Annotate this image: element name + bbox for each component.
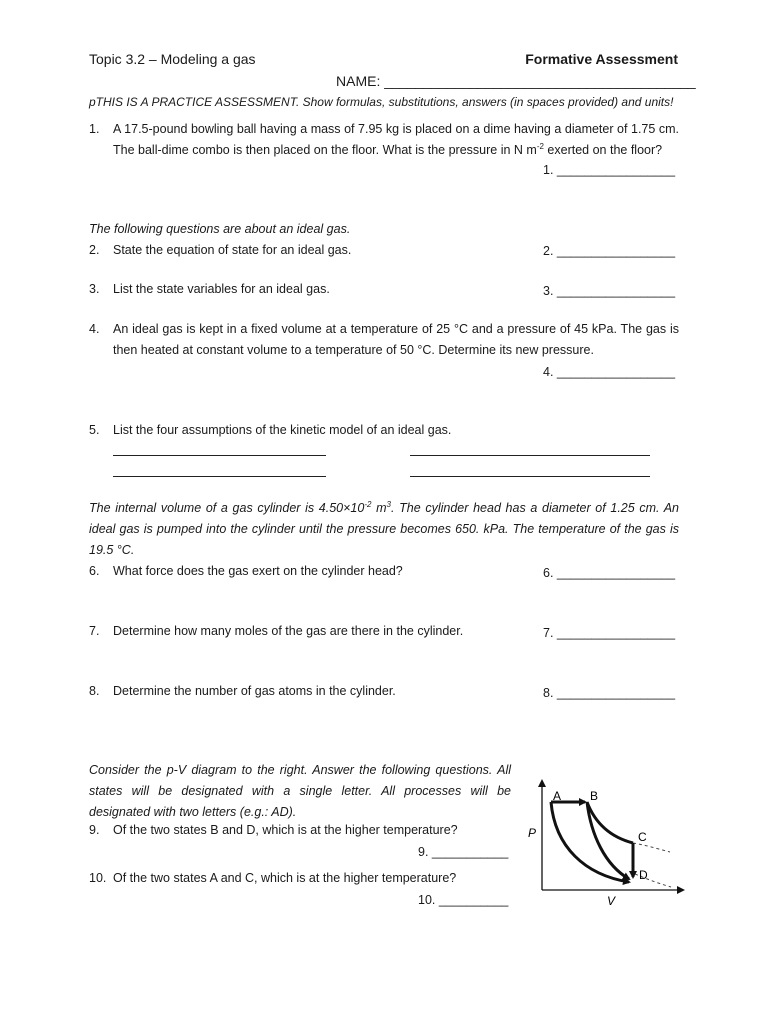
question-text: Determine how many moles of the gas are there in the cylinder. xyxy=(113,624,464,638)
question-number: 2. xyxy=(89,243,100,257)
intro-text: m xyxy=(371,501,387,515)
assumption-blank-1[interactable] xyxy=(113,455,326,456)
superscript: -2 xyxy=(364,499,372,509)
pv-diagram xyxy=(525,775,685,910)
question-text: List the four assumptions of the kinetic model of an ideal gas. xyxy=(113,423,452,437)
answer-blank-6[interactable]: 6. _________________ xyxy=(543,566,676,580)
intro-text: The internal volume of a gas cylinder is 4.50×10 xyxy=(89,501,365,515)
name-field[interactable]: NAME: ________________________________________ xyxy=(336,73,696,89)
question-9 xyxy=(89,820,519,841)
question-text: An ideal gas is kept in a fixed volume at a temperature of 25 °C and a pressure of 45 kPa. The gas is then heated at constant volume to a temperature of 50 °C. Determine its new pressure. xyxy=(113,322,679,357)
answer-blank-7[interactable]: 7. _________________ xyxy=(543,626,676,640)
question-text: A 17.5-pound bowling ball having a mass of 7.95 kg is placed on a dime having a diameter of 1.75 cm. The ball-dime combo is then placed on the floor. What is the pressure in N m xyxy=(113,122,679,157)
question-number: 7. xyxy=(89,624,100,638)
question-number: 1. xyxy=(89,122,100,136)
answer-blank-8[interactable]: 8. _________________ xyxy=(543,686,676,700)
state-label-c: C xyxy=(638,830,647,844)
assumption-blank-3[interactable] xyxy=(113,476,326,477)
topic-title: Topic 3.2 – Modeling a gas xyxy=(89,51,256,67)
question-10 xyxy=(89,868,519,889)
question-text: State the equation of state for an ideal gas. xyxy=(113,243,352,257)
section-intro: The following questions are about an ideal gas. xyxy=(89,222,351,236)
assumption-blank-4[interactable] xyxy=(410,476,650,477)
question-text: Determine the number of gas atoms in the cylinder. xyxy=(113,684,396,698)
process-bc xyxy=(587,802,633,843)
question-number: 10. xyxy=(89,871,107,885)
superscript: -2 xyxy=(536,141,544,151)
axis-label-p: P xyxy=(528,826,537,840)
answer-blank-1[interactable]: 1. _________________ xyxy=(543,163,676,177)
answer-blank-10[interactable]: 10. __________ xyxy=(418,893,509,907)
superscript: 3 xyxy=(386,499,391,509)
question-number: 3. xyxy=(89,282,100,296)
pv-intro: Consider the p-V diagram to the right. Answer the following questions. All states will be designated with a single letter. All processes will be designated with two letters (e.g.: AD). xyxy=(89,763,511,819)
dashed-curve-c xyxy=(633,843,670,852)
state-label-d: D xyxy=(639,868,648,882)
question-number: 8. xyxy=(89,684,100,698)
question-number: 5. xyxy=(89,423,100,437)
assumption-blank-2[interactable] xyxy=(410,455,650,456)
answer-blank-2[interactable]: 2. _________________ xyxy=(543,244,676,258)
answer-blank-3[interactable]: 3. _________________ xyxy=(543,284,676,298)
cylinder-intro xyxy=(89,498,679,561)
question-number: 6. xyxy=(89,564,100,578)
question-number: 4. xyxy=(89,322,100,336)
axis-label-v: V xyxy=(607,894,616,908)
question-text: Of the two states B and D, which is at the higher temperature? xyxy=(113,823,458,837)
question-number: 9. xyxy=(89,823,100,837)
assessment-title: Formative Assessment xyxy=(525,51,678,67)
question-text: What force does the gas exert on the cylinder head? xyxy=(113,564,403,578)
answer-blank-9[interactable]: 9. ___________ xyxy=(418,845,509,859)
question-4 xyxy=(89,319,679,361)
state-label-a: A xyxy=(553,789,562,803)
answer-blank-4[interactable]: 4. _________________ xyxy=(543,365,676,379)
question-5 xyxy=(89,420,679,441)
state-label-b: B xyxy=(590,789,599,803)
question-text-cont: exerted on the floor? xyxy=(543,143,663,157)
intro-text: . The cylinder head has a diameter of 1.25 cm. An ideal gas is pumped into the cylinder until the pressure becomes 650. kPa. The temperature of the gas is 19.5 °C. xyxy=(89,501,680,557)
instructions: pTHIS IS A PRACTICE ASSESSMENT. Show formulas, substitutions, answers (in spaces provided) and units! xyxy=(89,95,674,109)
question-text: List the state variables for an ideal gas. xyxy=(113,282,330,296)
question-1 xyxy=(89,119,679,161)
question-text: Of the two states A and C, which is at the higher temperature? xyxy=(113,871,457,885)
